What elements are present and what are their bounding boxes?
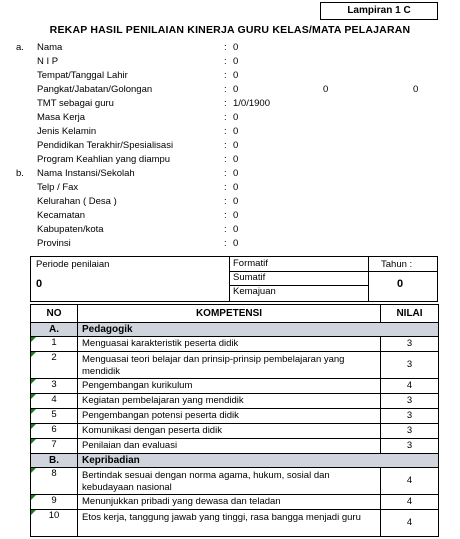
info-row <box>0 167 460 181</box>
header-no: NO <box>31 305 78 323</box>
table-row <box>31 495 439 510</box>
info-row <box>0 41 460 55</box>
info-value[interactable]: 0 <box>233 154 239 165</box>
row-number-cell <box>31 409 78 424</box>
info-label: Nama <box>37 42 63 53</box>
info-row <box>0 55 460 69</box>
row-number: 2 <box>51 352 57 363</box>
comment-marker-icon <box>31 409 36 414</box>
info-value[interactable]: 0 <box>233 224 239 235</box>
nilai-cell[interactable]: 3 <box>381 337 439 352</box>
nilai-cell[interactable]: 3 <box>381 439 439 454</box>
table-row <box>31 424 439 439</box>
info-label: Kelurahan ( Desa ) <box>37 196 117 207</box>
row-number: 4 <box>51 394 57 405</box>
competency-text: Penilaian dan evaluasi <box>78 439 381 454</box>
competency-text: Pengembangan potensi peserta didik <box>78 409 381 424</box>
info-row <box>0 97 460 111</box>
row-number: 5 <box>51 409 57 420</box>
info-value[interactable]: 0 <box>233 210 239 221</box>
info-label: Provinsi <box>37 238 71 249</box>
tahun-value: 0 <box>397 278 404 290</box>
nilai-cell[interactable]: 3 <box>381 424 439 439</box>
nilai-cell[interactable]: 4 <box>381 468 439 495</box>
page-title: REKAP HASIL PENILAIAN KINERJA GURU KELAS/MATA PELAJARAN <box>49 24 411 36</box>
nilai-cell[interactable]: 4 <box>381 510 439 537</box>
info-row <box>0 237 460 251</box>
info-value[interactable]: 0 <box>233 84 239 95</box>
info-letter: a. <box>16 42 24 53</box>
section-name: Kepribadian <box>78 454 439 468</box>
type-sumatif: Sumatif <box>233 272 266 283</box>
table-row <box>31 337 439 352</box>
info-value[interactable]: 0 <box>233 56 239 67</box>
comment-marker-icon <box>31 495 36 500</box>
row-number-cell <box>31 468 78 495</box>
info-value[interactable]: 1/0/1900 <box>233 98 270 109</box>
nilai-cell[interactable]: 4 <box>381 495 439 510</box>
info-label: Kecamatan <box>37 210 86 221</box>
competency-text: Menunjukkan pribadi yang dewasa dan teladan <box>78 495 381 510</box>
type-kemajuan: Kemajuan <box>233 286 276 297</box>
info-label: Pendidikan Terakhir/Spesialisasi <box>37 140 174 151</box>
info-value[interactable]: 0 <box>233 196 239 207</box>
info-value[interactable]: 0 <box>233 168 239 179</box>
competency-text: Bertindak sesuai dengan norma agama, hukum, sosial dan kebudayaan nasional <box>78 468 381 495</box>
header-kompetensi: KOMPETENSI <box>78 305 381 323</box>
row-number-cell <box>31 439 78 454</box>
info-label: Program Keahlian yang diampu <box>37 154 171 165</box>
info-value[interactable]: 0 <box>233 140 239 151</box>
table-row <box>31 510 439 537</box>
table-row <box>31 352 439 379</box>
info-colon: : <box>224 98 227 109</box>
comment-marker-icon <box>31 439 36 444</box>
info-label: Tempat/Tanggal Lahir <box>37 70 128 81</box>
info-label: Jenis Kelamin <box>37 126 97 137</box>
section-code: B. <box>31 454 78 468</box>
info-row <box>0 111 460 125</box>
competency-text: Etos kerja, tanggung jawab yang tinggi, rasa bangga menjadi guru <box>78 510 381 537</box>
info-row <box>0 125 460 139</box>
comment-marker-icon <box>31 468 36 473</box>
info-colon: : <box>224 238 227 249</box>
info-colon: : <box>224 140 227 151</box>
info-label: Telp / Fax <box>37 182 79 193</box>
table-row <box>31 394 439 409</box>
row-number-cell <box>31 352 78 379</box>
competency-text: Pengembangan kurikulum <box>78 379 381 394</box>
periode-value: 0 <box>36 278 43 290</box>
info-row <box>0 209 460 223</box>
comment-marker-icon <box>31 424 36 429</box>
info-colon: : <box>224 182 227 193</box>
comment-marker-icon <box>31 352 36 357</box>
row-number-cell <box>31 510 78 537</box>
info-label: TMT sebagai guru <box>37 98 114 109</box>
info-colon: : <box>224 168 227 179</box>
info-label: Masa Kerja <box>37 112 86 123</box>
row-number-cell <box>31 379 78 394</box>
row-number: 1 <box>51 337 57 348</box>
periode-label: Periode penilaian <box>36 259 110 270</box>
section-row <box>31 454 439 468</box>
section-name: Pedagogik <box>78 323 439 337</box>
info-value[interactable]: 0 <box>233 126 239 137</box>
nilai-cell[interactable]: 4 <box>381 379 439 394</box>
info-colon: : <box>224 196 227 207</box>
info-value-2[interactable]: 0 <box>323 84 329 95</box>
info-row <box>0 223 460 237</box>
info-colon: : <box>224 70 227 81</box>
comment-marker-icon <box>31 379 36 384</box>
row-number: 9 <box>51 495 57 506</box>
info-label: Kabupaten/kota <box>37 224 104 235</box>
info-value[interactable]: 0 <box>233 42 239 53</box>
info-value[interactable]: 0 <box>233 238 239 249</box>
row-number-cell <box>31 337 78 352</box>
competency-text: Menguasai karakteristik peserta didik <box>78 337 381 352</box>
tahun-label: Tahun : <box>381 259 413 270</box>
info-colon: : <box>224 112 227 123</box>
lampiran-label: Lampiran 1 C <box>320 2 438 20</box>
table-row <box>31 468 439 495</box>
section-code: A. <box>31 323 78 337</box>
header-nilai: NILAI <box>381 305 439 323</box>
nilai-cell[interactable]: 3 <box>381 409 439 424</box>
info-colon: : <box>224 210 227 221</box>
info-colon: : <box>224 126 227 137</box>
row-number-cell <box>31 495 78 510</box>
nilai-cell[interactable]: 3 <box>381 352 439 379</box>
info-row <box>0 69 460 83</box>
info-colon: : <box>224 84 227 95</box>
row-number: 3 <box>51 379 57 390</box>
info-colon: : <box>224 42 227 53</box>
comment-marker-icon <box>31 510 36 515</box>
comment-marker-icon <box>31 394 36 399</box>
info-value[interactable]: 0 <box>233 70 239 81</box>
info-row <box>0 153 460 167</box>
table-row <box>31 379 439 394</box>
info-colon: : <box>224 56 227 67</box>
row-number-cell <box>31 424 78 439</box>
info-value[interactable]: 0 <box>233 182 239 193</box>
info-colon: : <box>224 154 227 165</box>
table-row <box>31 409 439 424</box>
info-row <box>0 83 460 97</box>
info-value-3[interactable]: 0 <box>413 84 419 95</box>
type-formatif: Formatif <box>233 258 268 269</box>
info-letter: b. <box>16 168 24 179</box>
competency-text: Komunikasi dengan peserta didik <box>78 424 381 439</box>
section-row <box>31 323 439 337</box>
periode-box <box>30 256 438 302</box>
table-row <box>31 439 439 454</box>
info-label: Nama Instansi/Sekolah <box>37 168 135 179</box>
competency-text: Menguasai teori belajar dan prinsip-prinsip pembelajaran yang mendidik <box>78 352 381 379</box>
row-number: 6 <box>51 424 57 435</box>
row-number: 8 <box>51 468 57 479</box>
info-row <box>0 195 460 209</box>
competency-text: Kegiatan pembelajaran yang mendidik <box>78 394 381 409</box>
row-number: 10 <box>48 510 60 521</box>
row-number-cell <box>31 394 78 409</box>
info-label: Pangkat/Jabatan/Golongan <box>37 84 153 95</box>
row-number: 7 <box>51 439 57 450</box>
comment-marker-icon <box>31 337 36 342</box>
nilai-cell[interactable]: 3 <box>381 394 439 409</box>
info-row <box>0 181 460 195</box>
info-colon: : <box>224 224 227 235</box>
info-label: N I P <box>37 56 59 67</box>
info-row <box>0 139 460 153</box>
info-value[interactable]: 0 <box>233 112 239 123</box>
kompetensi-table <box>30 304 439 537</box>
